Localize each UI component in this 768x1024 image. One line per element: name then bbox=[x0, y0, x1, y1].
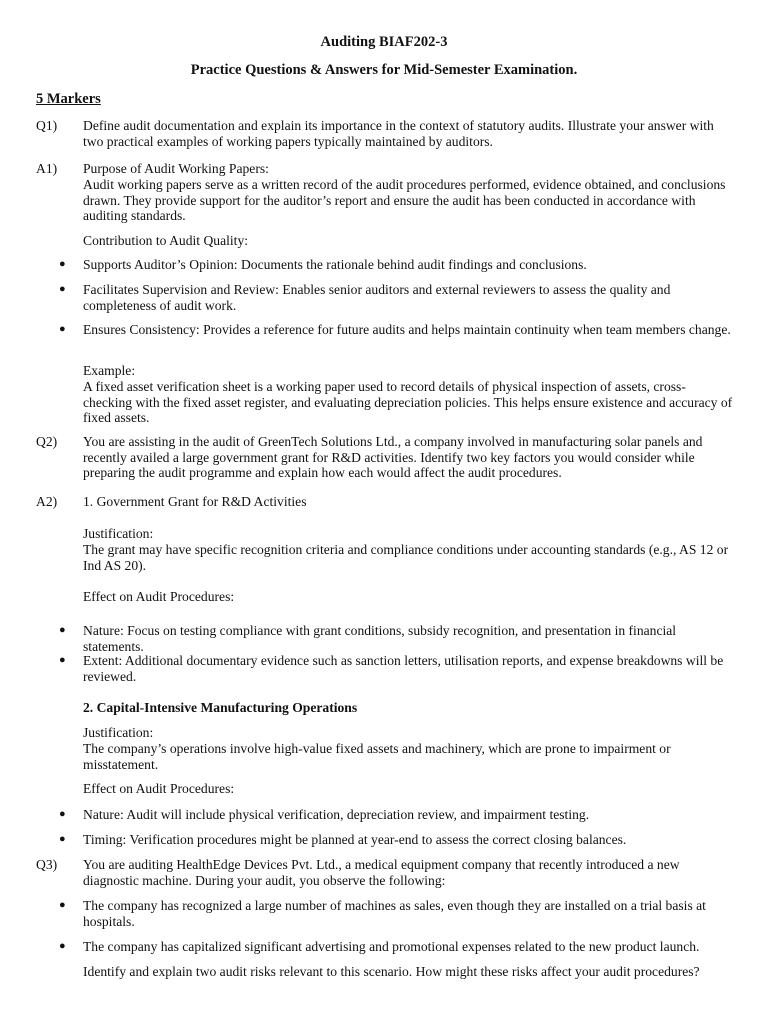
a2-factor2-title: 2. Capital-Intensive Manufacturing Operations bbox=[83, 700, 358, 715]
a2-factor2-bullet-1: Nature: Audit will include physical verification, depreciation review, and impairment testing. bbox=[83, 807, 590, 822]
q1-text: Define audit documentation and explain its importance in the context of statutory audits. Illustrate your answer with two practical examples of working papers typically maintained by auditors. bbox=[83, 118, 714, 149]
bullet-icon: ● bbox=[59, 899, 66, 911]
q1-label: Q1) bbox=[36, 118, 58, 133]
bullet-icon: ● bbox=[59, 654, 66, 666]
bullet-icon: ● bbox=[59, 624, 66, 636]
a2-label: A2) bbox=[36, 494, 58, 509]
a2-factor2-justification-heading: Justification: bbox=[83, 725, 154, 740]
q3-bullet-2: The company has capitalized significant advertising and promotional expenses related to the new product launch. bbox=[83, 939, 700, 954]
a2-factor1-justification-text: The grant may have specific recognition criteria and compliance conditions under accounting standards (e.g., AS 12 or Ind AS 20). bbox=[83, 542, 729, 573]
a1-contribution-heading: Contribution to Audit Quality: bbox=[83, 233, 249, 248]
bullet-icon: ● bbox=[59, 940, 66, 952]
a1-example-text: A fixed asset verification sheet is a working paper used to record details of physical inspection of assets, cross-checking with the fixed asset register, and evaluating depreciation policies. This helps ensure existence and accuracy of fixed assets. bbox=[83, 379, 733, 426]
bullet-icon: ● bbox=[59, 833, 66, 845]
a2-factor2-justification-text: The company’s operations involve high-value fixed assets and machinery, which are prone to impairment or misstatement. bbox=[83, 741, 671, 772]
q2-text: You are assisting in the audit of GreenTech Solutions Ltd., a company involved in manufacturing solar panels and recently availed a large government grant for R&D activities. Identify two key factors you would consider while preparing the audit programme and explain how each would affect the audit procedures. bbox=[83, 434, 703, 481]
a2-factor1-bullet-1: Nature: Focus on testing compliance with grant conditions, subsidy recognition, and presentation in financial statements. bbox=[83, 623, 677, 654]
a1-bullet-1: Supports Auditor’s Opinion: Documents the rationale behind audit findings and conclusions. bbox=[83, 257, 587, 272]
bullet-icon: ● bbox=[59, 323, 66, 335]
section-heading: 5 Markers bbox=[36, 91, 101, 107]
bullet-icon: ● bbox=[59, 808, 66, 820]
a1-bullet-3: Ensures Consistency: Provides a reference for future audits and helps maintain continuity when team members change. bbox=[83, 322, 731, 337]
a1-label: A1) bbox=[36, 161, 58, 176]
q3-text: You are auditing HealthEdge Devices Pvt. Ltd., a medical equipment company that recently introduced a new diagnostic machine. During your audit, you observe the following: bbox=[83, 857, 680, 888]
a2-factor1-effect-heading: Effect on Audit Procedures: bbox=[83, 589, 235, 604]
a2-factor2-effect-heading: Effect on Audit Procedures: bbox=[83, 781, 235, 796]
a1-bullet-2: Facilitates Supervision and Review: Enables senior auditors and external reviewers to assess the quality and completeness of audit work. bbox=[83, 282, 671, 313]
q3-label: Q3) bbox=[36, 857, 58, 872]
document-subtitle: Practice Questions & Answers for Mid-Semester Examination. bbox=[190, 62, 578, 78]
a2-factor2-bullet-2: Timing: Verification procedures might be planned at year-end to assess the correct closing balances. bbox=[83, 832, 627, 847]
a2-factor1-justification-heading: Justification: bbox=[83, 526, 154, 541]
a2-factor1-title: 1. Government Grant for R&D Activities bbox=[83, 494, 307, 509]
bullet-icon: ● bbox=[59, 283, 66, 295]
a1-purpose-heading: Purpose of Audit Working Papers: bbox=[83, 161, 269, 176]
q2-label: Q2) bbox=[36, 434, 58, 449]
a1-purpose-text: Audit working papers serve as a written record of the audit procedures performed, evidence obtained, and conclusions drawn. They provide support for the auditor’s report and ensure the audit has been conducted in accordance with auditing standards. bbox=[83, 177, 726, 224]
q3-question: Identify and explain two audit risks relevant to this scenario. How might these risks affect your audit procedures? bbox=[83, 964, 700, 979]
q3-bullet-1: The company has recognized a large number of machines as sales, even though they are installed on a trial basis at hospitals. bbox=[83, 898, 706, 929]
a1-example-heading: Example: bbox=[83, 363, 136, 378]
a2-factor1-bullet-2: Extent: Additional documentary evidence such as sanction letters, utilisation reports, and expense breakdowns will be reviewed. bbox=[83, 653, 724, 684]
bullet-icon: ● bbox=[59, 258, 66, 270]
course-title: Auditing BIAF202-3 bbox=[320, 34, 448, 50]
